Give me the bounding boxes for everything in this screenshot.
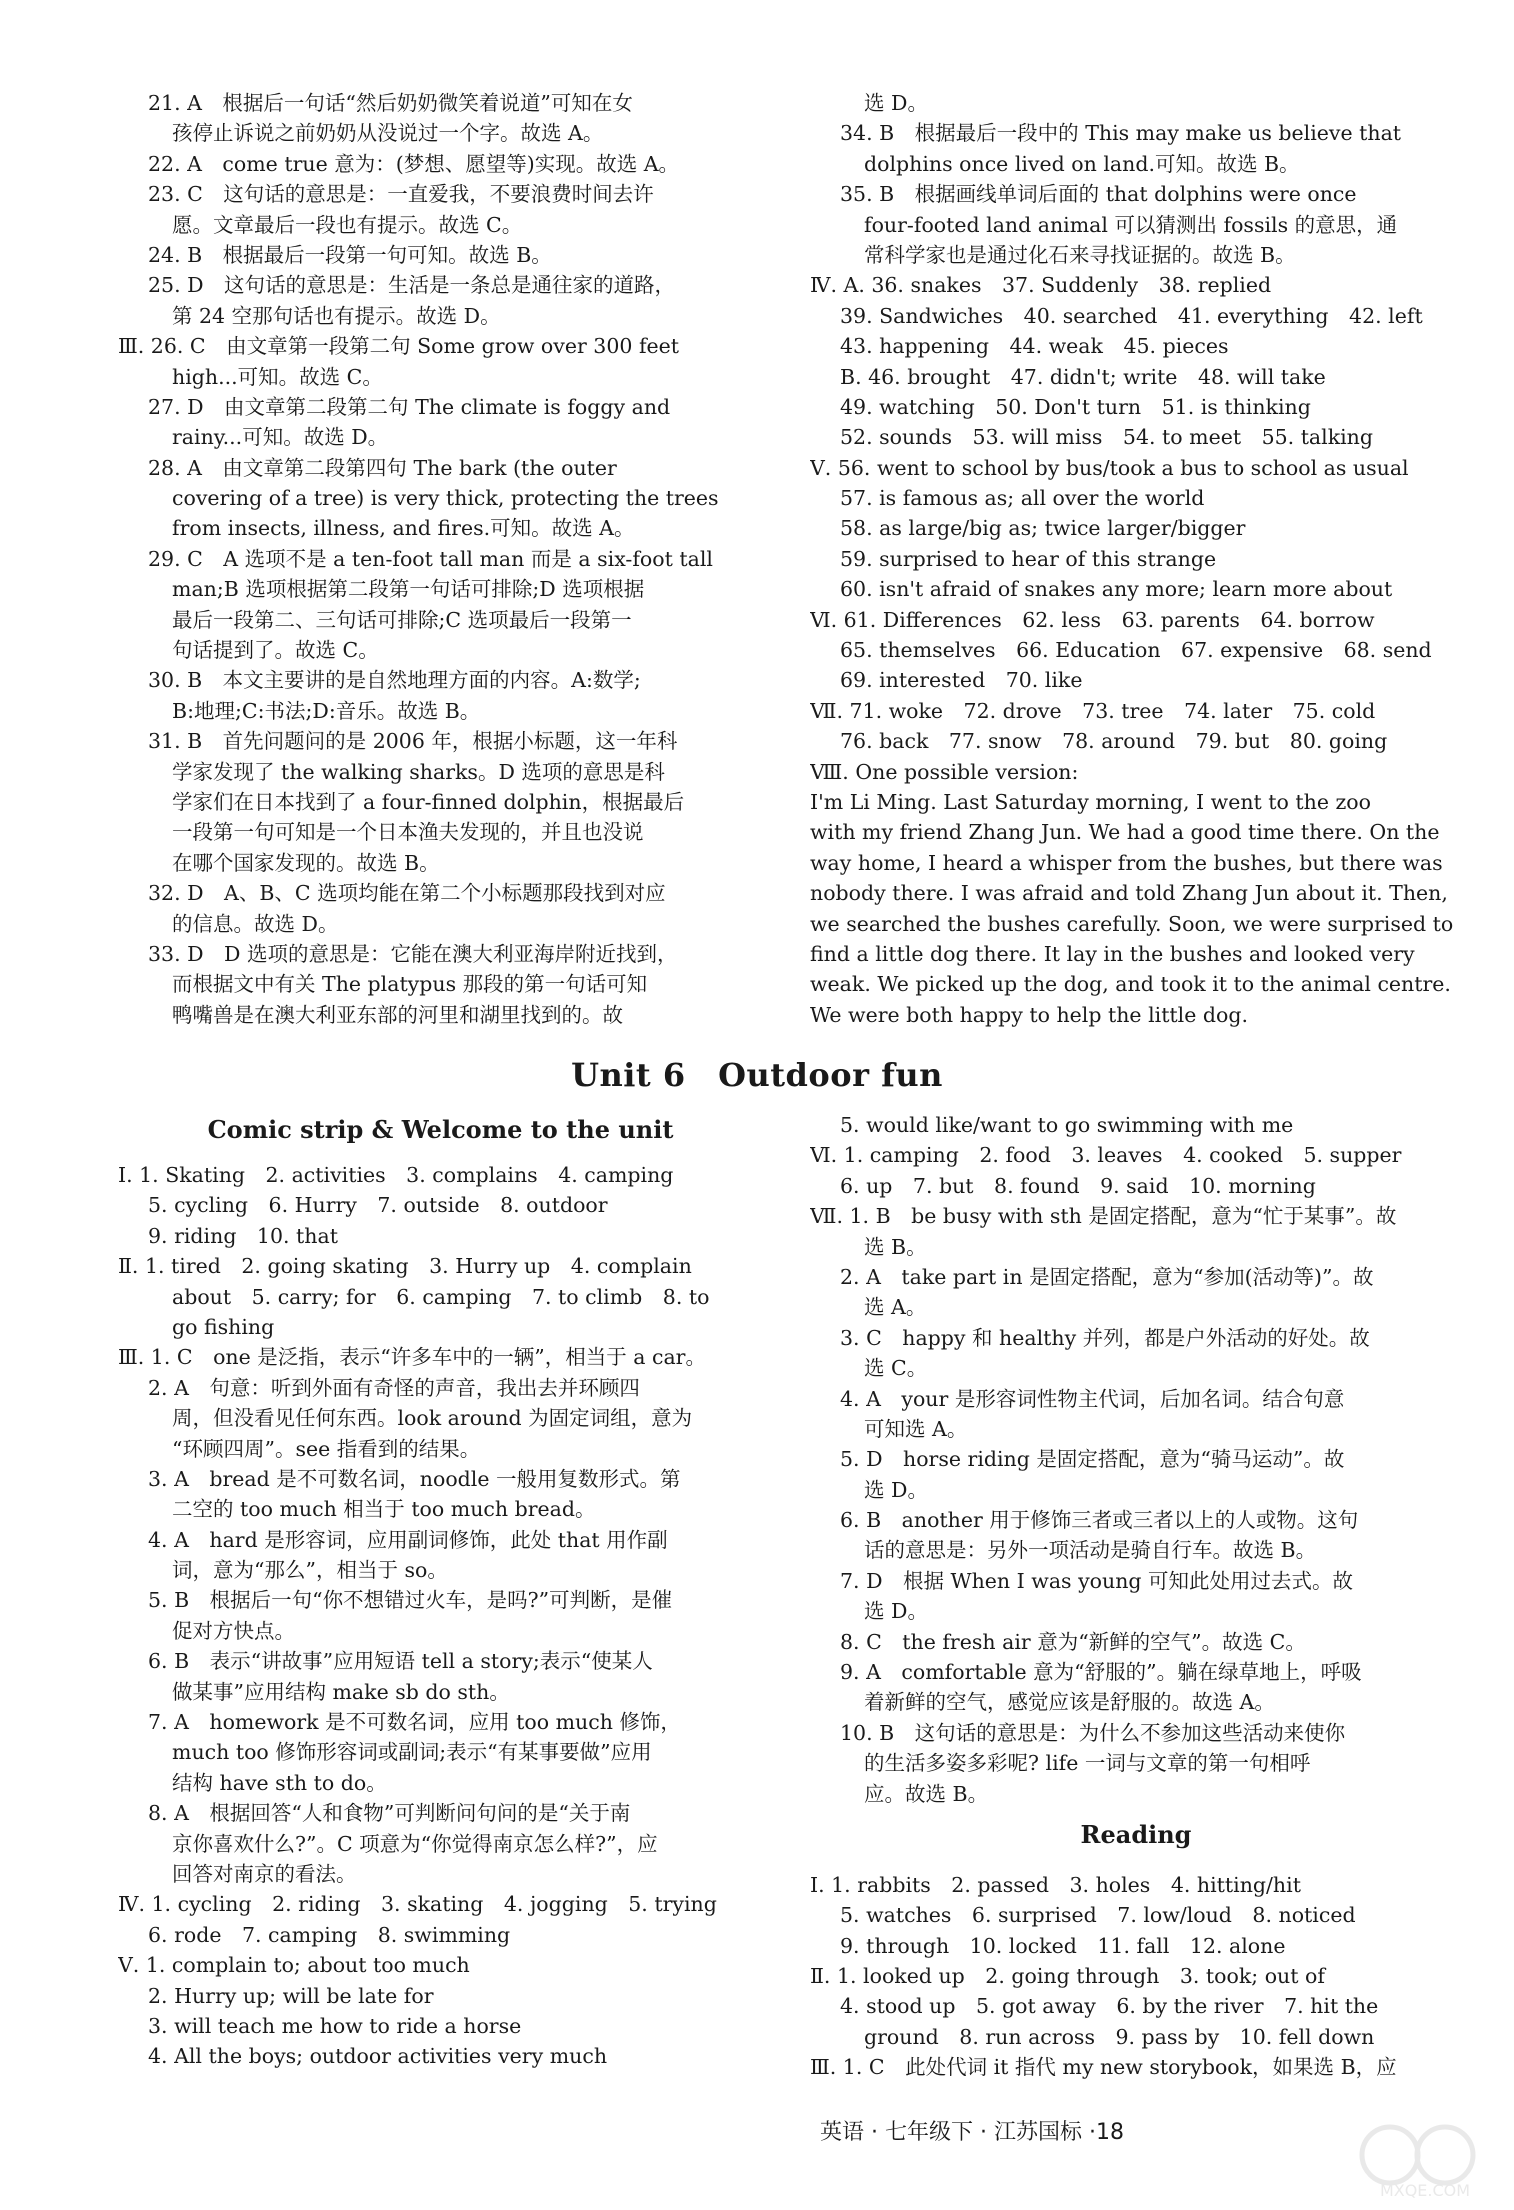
text-line: from insects, illness, and fires.可知。故选 A。 [172, 516, 635, 541]
text-line: 3. C happy 和 healthy 并列，都是户外活动的好处。故 [840, 1325, 1370, 1350]
reading-title: Reading [1080, 1820, 1192, 1849]
bottom-left-column [118, 1160, 763, 2072]
text-line: Ⅲ. 1. C one 是泛指，表示“许多车中的一辆”，相当于 a car。 [118, 1345, 706, 1370]
text-line: 76. back 77. snow 78. around 79. but 80. going [840, 729, 1388, 754]
text-line: 21. A 根据后一句话“然后奶奶微笑着说道”可知在女 [148, 91, 633, 115]
text-line: B. 46. brought 47. didn't; write 48. will take [840, 364, 1326, 389]
text-line: 6. rode 7. camping 8. swimming [148, 1922, 511, 1947]
page-footer: 英语 · 七年级下 · 江苏国标 ·18 [820, 2120, 1124, 2145]
text-line: 结构 have sth to do。 [172, 1770, 387, 1795]
text-line: 选 D。 [864, 91, 928, 115]
text-line: 二空的 too much 相当于 too much bread。 [172, 1497, 596, 1522]
text-line: 选 D。 [864, 1599, 928, 1624]
text-line: 5. D horse riding 是固定搭配，意为“骑马运动”。故 [840, 1447, 1345, 1472]
text-line: 2. A 句意：听到外面有奇怪的声音，我出去并环顾四 [148, 1375, 640, 1400]
text-line: “环顾四周”。see 指看到的结果。 [172, 1436, 481, 1461]
text-line: Ⅱ. 1. looked up 2. going through 3. took; out of [810, 1963, 1325, 1988]
text-line: go fishing [172, 1314, 275, 1339]
text-line: 59. surprised to hear of this strange [840, 546, 1217, 571]
text-line: nobody there. I was afraid and told Zhang Jun about it. Then, [810, 881, 1448, 906]
text-line: 4. A your 是形容词性物主代词，后加名词。结合句意 [840, 1386, 1345, 1411]
text-line: 3. will teach me how to ride a horse [148, 2013, 522, 2038]
text-line: Ⅶ. 71. woke 72. drove 73. tree 74. later 75. cold [810, 698, 1376, 723]
text-line: 33. D D 选项的意思是：它能在澳大利亚海岸附近找到， [148, 941, 678, 966]
text-line: dolphins once lived on land.可知。故选 B。 [864, 151, 1300, 176]
text-line: Ⅲ. 26. C 由文章第一段第二句 Some grow over 300 feet [118, 334, 680, 359]
text-line: 9. riding 10. that [148, 1223, 338, 1248]
text-line: 着新鲜的空气，感觉应该是舒服的。故选 A。 [864, 1690, 1275, 1715]
text-line: Ⅳ. 1. cycling 2. riding 3. skating 4. jogging 5. trying [118, 1892, 717, 1917]
text-line: 词，意为“那么”，相当于 so。 [172, 1558, 448, 1583]
text-line: 5. cycling 6. Hurry 7. outside 8. outdoor [148, 1193, 608, 1218]
text-line: 32. D A、B、C 选项均能在第二个小标题那段找到对应 [148, 881, 666, 906]
text-line: Ⅷ. One possible version: [810, 759, 1079, 784]
text-line: 的生活多姿多彩呢? life 一词与文章的第一句相呼 [864, 1751, 1311, 1776]
text-line: 愿。文章最后一段也有提示。故选 C。 [172, 212, 523, 237]
text-line: 选 A。 [864, 1295, 927, 1320]
text-line: covering of a tree) is very thick, protecting the trees [172, 486, 719, 511]
bottom-right-column [810, 1110, 1462, 2083]
text-line: 9. A comfortable 意为“舒服的”。躺在绿草地上，呼吸 [840, 1660, 1362, 1685]
text-line: Ⅵ. 1. camping 2. food 3. leaves 4. cooked 5. supper [810, 1143, 1402, 1168]
text-line: 58. as large/big as; twice larger/bigger [840, 516, 1246, 541]
text-line: 做某事”应用结构 make sb do sth。 [172, 1679, 510, 1704]
text-line: 5. B 根据后一句“你不想错过火车，是吗?”可判断，是催 [148, 1588, 673, 1613]
text-line: 60. isn't afraid of snakes any more; learn more about [840, 577, 1393, 602]
text-line: 5. watches 6. surprised 7. low/loud 8. noticed [840, 1903, 1356, 1928]
text-line: 25. D 这句话的意思是：生活是一条总是通往家的道路， [148, 273, 676, 298]
text-line: ground 8. run across 9. pass by 10. fell down [864, 2024, 1375, 2049]
text-line: 35. B 根据画线单词后面的 that dolphins were once [840, 182, 1357, 207]
text-line: Ⅴ. 56. went to school by bus/took a bus to school as usual [810, 455, 1409, 480]
text-line: Ⅱ. 1. tired 2. going skating 3. Hurry up 4. complain [118, 1254, 692, 1279]
text-line: rainy...可知。故选 D。 [172, 425, 389, 450]
top-left-column [118, 88, 763, 1030]
text-line: 话的意思是：另外一项活动是骑自行车。故选 B。 [864, 1538, 1317, 1563]
text-line: 而根据文中有关 The platypus 那段的第一句话可知 [172, 972, 648, 997]
text-line: way home, I heard a whisper from the bushes, but there was [810, 850, 1443, 875]
text-line: 6. up 7. but 8. found 9. said 10. morning [840, 1173, 1316, 1198]
text-line: four-footed land animal 可以猜测出 fossils 的意思，通 [864, 212, 1398, 237]
text-line: I'm Li Ming. Last Saturday morning, I went to the zoo [810, 789, 1371, 814]
text-line: 周，但没看见任何东西。look around 为固定词组，意为 [172, 1406, 693, 1431]
text-line: 30. B 本文主要讲的是自然地理方面的内容。A:数学; [148, 668, 641, 693]
text-line: 2. Hurry up; will be late for [148, 1983, 434, 2008]
text-line: much too 修饰形容词或副词;表示“有某事要做”应用 [172, 1740, 652, 1765]
text-line: 句话提到了。故选 C。 [172, 638, 379, 663]
text-line: 3. A bread 是不可数名词，noodle 一般用复数形式。第 [148, 1466, 681, 1491]
text-line: 选 D。 [864, 1477, 928, 1502]
text-line: 6. B 表示“讲故事”应用短语 tell a story;表示“使某人 [148, 1649, 653, 1674]
text-line: 65. themselves 66. Education 67. expensive 68. send [840, 638, 1432, 663]
text-line: 学家发现了 the walking sharks。D 选项的意思是科 [172, 759, 665, 784]
text-line: 4. A hard 是形容词，应用副词修饰，此处 that 用作副 [148, 1527, 668, 1552]
text-line: 29. C A 选项不是 a ten-foot tall man 而是 a six-foot tall [148, 546, 713, 571]
text-line: 28. A 由文章第二段第四句 The bark (the outer [148, 455, 617, 480]
text-line: Ⅳ. A. 36. snakes 37. Suddenly 38. replied [810, 273, 1272, 298]
text-line: 孩停止诉说之前奶奶从没说过一个字。故选 A。 [172, 121, 604, 146]
text-line: 49. watching 50. Don't turn 51. is thinking [840, 394, 1311, 419]
text-line: 43. happening 44. weak 45. pieces [840, 334, 1229, 359]
text-line: 6. B another 用于修饰三者或三者以上的人或物。这句 [840, 1508, 1359, 1533]
text-line: 52. sounds 53. will miss 54. to meet 55. talking [840, 425, 1374, 450]
text-line: 最后一段第二、三句话可排除;C 选项最后一段第一 [172, 607, 632, 632]
text-line: 鸭嘴兽是在澳大利亚东部的河里和湖里找到的。故 [172, 1002, 623, 1027]
text-line: 22. A come true 意为：(梦想、愿望等)实现。故选 A。 [148, 151, 680, 176]
text-line: 27. D 由文章第二段第二句 The climate is foggy and [148, 394, 671, 419]
text-line: 31. B 首先问题问的是 2006 年，根据小标题，这一年科 [148, 729, 678, 754]
text-line: 10. B 这句话的意思是：为什么不参加这些活动来使你 [840, 1720, 1346, 1745]
text-line: 39. Sandwiches 40. searched 41. everything 42. left [840, 303, 1423, 328]
text-line: 4. All the boys; outdoor activities very much [148, 2044, 608, 2069]
text-line: 学家们在日本找到了 a four-finned dolphin，根据最后 [172, 789, 685, 814]
text-line: about 5. carry; for 6. camping 7. to climb 8. to [172, 1284, 710, 1309]
text-line: 2. A take part in 是固定搭配，意为“参加(活动等)”。故 [840, 1264, 1374, 1289]
text-line: 一段第一句可知是一个日本渔夫发现的，并且也没说 [172, 820, 644, 845]
text-line: 在哪个国家发现的。故选 B。 [172, 850, 440, 875]
svg-text:MXQE.COM: MXQE.COM [1379, 2181, 1471, 2200]
text-line: find a little dog there. It lay in the bushes and looked very [810, 941, 1415, 966]
text-line: man;B 选项根据第二段第一句话可排除;D 选项根据 [172, 577, 645, 602]
text-line: 57. is famous as; all over the world [840, 486, 1205, 511]
text-line: 选 B。 [864, 1234, 927, 1259]
comic-strip-title: Comic strip & Welcome to the unit [207, 1115, 674, 1144]
text-line: 7. D 根据 When I was young 可知此处用过去式。故 [840, 1568, 1354, 1593]
text-line: 34. B 根据最后一段中的 This may make us believe that [840, 121, 1402, 146]
text-line: 69. interested 70. like [840, 668, 1083, 693]
text-line: Ⅲ. 1. C 此处代词 it 指代 my new storybook，如果选 B，应 [810, 2055, 1397, 2080]
text-line: high...可知。故选 C。 [172, 364, 383, 389]
text-line: Ⅶ. 1. B be busy with sth 是固定搭配，意为“忙于某事”。故 [810, 1204, 1397, 1229]
text-line: 京你喜欢什么?”。C 项意为“你觉得南京怎么样?”，应 [172, 1831, 658, 1856]
text-line: 第 24 空那句话也有提示。故选 D。 [172, 303, 501, 328]
text-line: 常科学家也是通过化石来寻找证据的。故选 B。 [864, 242, 1296, 267]
text-line: 促对方快点。 [172, 1618, 295, 1643]
text-line: 可知选 A。 [864, 1416, 968, 1441]
text-line: 回答对南京的看法。 [172, 1861, 357, 1886]
unit-title: Unit 6 Outdoor fun [571, 1056, 943, 1094]
text-line: weak. We picked up the dog, and took it to the animal centre. [810, 972, 1451, 997]
text-line: 23. C 这句话的意思是：一直爱我，不要浪费时间去许 [148, 182, 654, 207]
text-line: 8. A 根据回答“人和食物”可判断问句问的是“关于南 [148, 1801, 631, 1826]
top-right-column [810, 88, 1462, 1030]
watermark-logo-icon [1350, 2120, 1500, 2200]
text-line: we searched the bushes carefully. Soon, we were surprised to [810, 911, 1454, 936]
text-line: We were both happy to help the little dog. [810, 1002, 1248, 1027]
text-line: 8. C the fresh air 意为“新鲜的空气”。故选 C。 [840, 1629, 1306, 1654]
text-line: 的信息。故选 D。 [172, 911, 339, 936]
text-line: with my friend Zhang Jun. We had a good time there. On the [810, 820, 1440, 845]
text-line: 7. A homework 是不可数名词，应用 too much 修饰， [148, 1710, 681, 1735]
text-line: 5. would like/want to go swimming with me [840, 1113, 1294, 1137]
text-line: 9. through 10. locked 11. fall 12. alone [840, 1933, 1286, 1958]
text-line: 应。故选 B。 [864, 1781, 989, 1806]
text-line: Ⅰ. 1. rabbits 2. passed 3. holes 4. hitting/hit [810, 1872, 1301, 1897]
text-line: 4. stood up 5. got away 6. by the river 7. hit the [840, 1994, 1379, 2019]
text-line: Ⅰ. 1. Skating 2. activities 3. complains 4. camping [118, 1163, 674, 1187]
text-line: 选 C。 [864, 1356, 928, 1381]
text-line: Ⅴ. 1. complain to; about too much [118, 1953, 470, 1978]
text-line: 24. B 根据最后一段第一句可知。故选 B。 [148, 242, 552, 267]
text-line: Ⅵ. 61. Differences 62. less 63. parents 64. borrow [810, 607, 1375, 632]
text-line: B:地理;C:书法;D:音乐。故选 B。 [172, 698, 481, 723]
